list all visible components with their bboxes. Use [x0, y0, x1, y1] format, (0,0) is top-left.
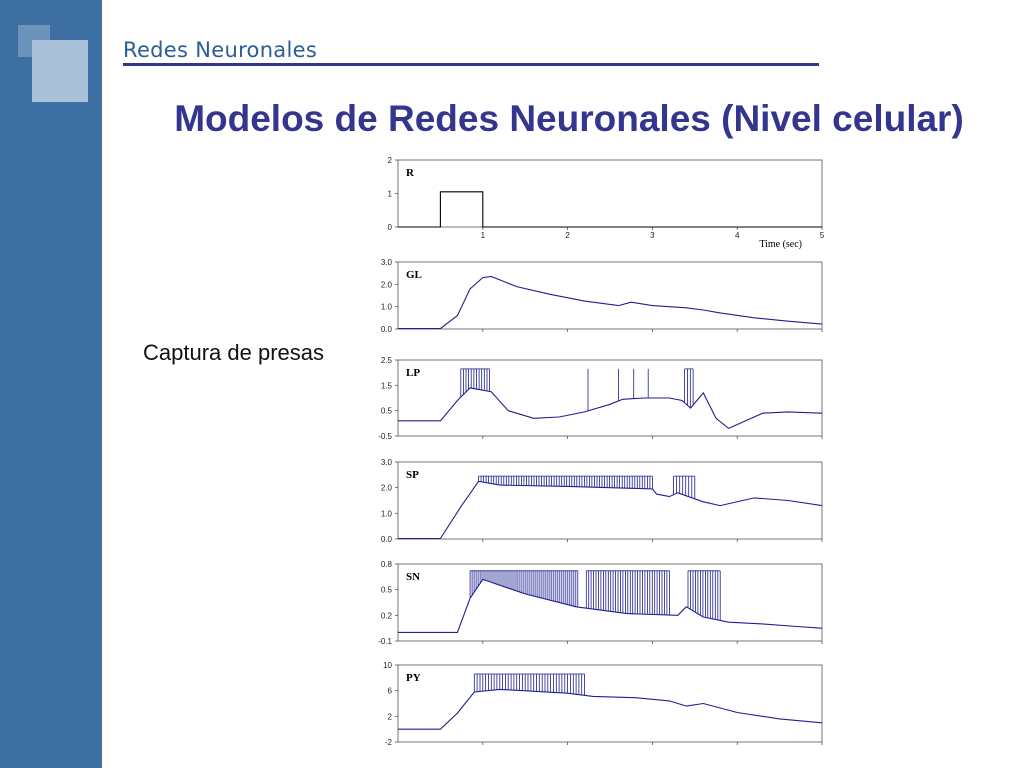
- panel-label-sp: SP: [406, 469, 419, 481]
- y-tick-label: -0.1: [378, 637, 392, 646]
- y-tick-label: 0.8: [380, 560, 392, 569]
- panel-label-gl: GL: [406, 269, 422, 281]
- spike-train: [685, 369, 694, 408]
- y-tick-label: 1: [387, 189, 392, 199]
- panel-py: [383, 661, 822, 747]
- plot-frame: [398, 262, 822, 329]
- panel-r: [388, 156, 825, 250]
- panel-label-sn: SN: [406, 571, 421, 583]
- y-tick-label: 1.0: [380, 302, 392, 312]
- y-tick-label: 1.5: [380, 381, 392, 391]
- chart-stack: [350, 150, 840, 760]
- series-line-r: [398, 192, 822, 227]
- series-line-sp: [398, 481, 822, 538]
- spike-train: [479, 476, 653, 489]
- plot-frame: [398, 160, 822, 227]
- page-title: Modelos de Redes Neuronales (Nivel celular): [174, 98, 964, 139]
- y-tick-label: 3.0: [380, 458, 392, 467]
- y-tick-label: 2.0: [380, 280, 392, 290]
- panel-gl: [381, 258, 822, 334]
- y-tick-label: -2: [384, 738, 392, 747]
- x-tick-label: 5: [819, 231, 825, 240]
- x-tick-label: 1: [480, 231, 486, 240]
- spike-train: [474, 674, 584, 695]
- x-axis-label: Time (sec): [759, 239, 802, 250]
- y-tick-label: 0: [387, 223, 392, 232]
- y-tick-label: 2.5: [380, 356, 392, 365]
- y-tick-label: 0.5: [380, 406, 392, 416]
- y-tick-label: 2.0: [380, 483, 392, 493]
- plot-frame: [398, 462, 822, 539]
- spike-train: [688, 571, 720, 621]
- x-tick-label: 3: [650, 231, 655, 240]
- y-tick-label: 6: [387, 686, 392, 696]
- plot-frame: [398, 564, 822, 641]
- y-tick-label: 0.5: [380, 585, 392, 595]
- decor-square-large: [32, 40, 88, 102]
- panel-label-lp: LP: [406, 367, 421, 379]
- series-line-py: [398, 689, 822, 729]
- x-tick-label: 2: [565, 231, 570, 240]
- y-tick-label: 10: [383, 661, 392, 670]
- panel-label-py: PY: [406, 672, 421, 684]
- series-line-gl: [398, 277, 822, 329]
- header-rule: [123, 63, 819, 66]
- panel-lp: [378, 356, 822, 441]
- series-line-lp: [398, 388, 822, 429]
- y-tick-label: 1.0: [380, 509, 392, 519]
- y-tick-label: 0.0: [380, 535, 392, 544]
- y-tick-label: 0.2: [380, 611, 392, 621]
- series-line-sn: [398, 579, 822, 632]
- y-tick-label: -0.5: [378, 432, 392, 441]
- plot-frame: [398, 360, 822, 436]
- caption-text: Captura de presas: [143, 340, 324, 365]
- y-tick-label: 2: [387, 156, 392, 165]
- spike-train: [470, 571, 578, 607]
- y-tick-label: 3.0: [380, 258, 392, 267]
- x-tick-label: 4: [734, 231, 740, 240]
- panel-sn: [378, 560, 822, 646]
- y-tick-label: 0.0: [380, 325, 392, 334]
- spike-train: [586, 571, 669, 615]
- section-title: Redes Neuronales: [123, 38, 318, 62]
- panel-sp: [381, 458, 822, 544]
- plot-frame: [398, 665, 822, 742]
- y-tick-label: 2: [387, 712, 392, 722]
- panel-label-r: R: [406, 167, 414, 179]
